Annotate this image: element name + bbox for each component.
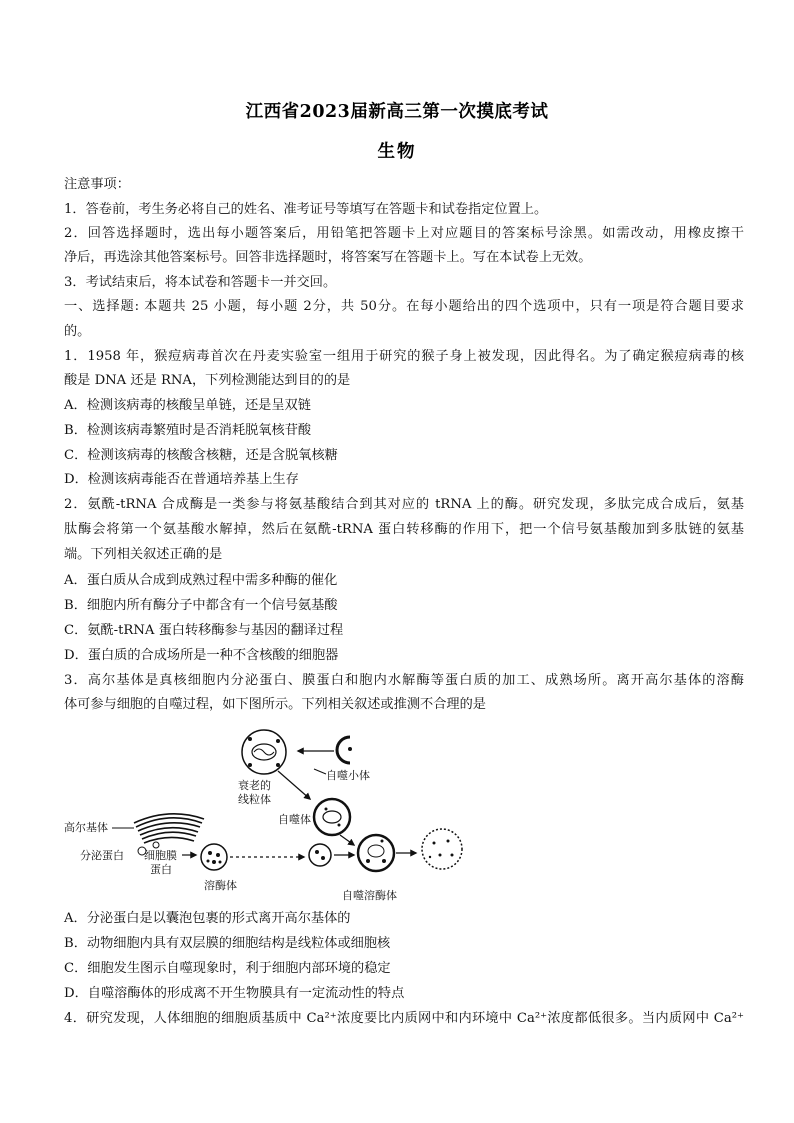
q3-option-c: C．细胞发生图示自噬现象时，利于细胞内部环境的稳定 xyxy=(64,961,391,976)
label-autolysosome: 自噬溶酶体 xyxy=(342,889,397,902)
q4-stem-line-1: 4．研究发现，人体细胞的细胞质基质中 Ca²⁺浓度要比内质网中和内环境中 Ca²⁺浓度都低很多。当内质网中 Ca²⁺ xyxy=(64,1011,744,1026)
notice-item-2-line-1: 2．回答选择题时，选出每小题答案后，用铅笔把答题卡上对应题目的答案标号涂黑。如需改动，用橡皮擦干 xyxy=(64,226,744,241)
q2-stem-line-3: 端。下列相关叙述正确的是 xyxy=(64,547,223,562)
degraded-vesicle-shape xyxy=(422,829,462,869)
q3-option-a: A．分泌蛋白是以囊泡包裹的形式离开高尔基体的 xyxy=(64,911,351,926)
section-intro-line-2: 的。 xyxy=(64,324,91,339)
notice-item-3: 3．考试结束后，将本试卷和答题卡一并交回。 xyxy=(64,275,337,290)
label-golgi: 高尔基体 xyxy=(64,821,108,834)
q2-stem-line-2: 肽酶会将第一个氨基酸水解掉，然后在氨酰-tRNA 蛋白转移酶的作用下，把一个信号氨基酸加到多肽链的氨基 xyxy=(64,522,744,537)
label-autophagosome-small: 自噬小体 xyxy=(326,769,370,782)
label-old-mito-2: 线粒体 xyxy=(238,793,271,806)
notice-heading: 注意事项： xyxy=(64,177,130,192)
notice-item-2-line-2: 净后，再选涂其他答案标号。回答非选择题时，将答案写在答题卡上。写在本试卷上无效。 xyxy=(64,250,592,265)
q1-option-a: A．检测该病毒的核酸呈单链，还是呈双链 xyxy=(64,398,311,413)
autophagosome-shape xyxy=(314,799,350,835)
old-mitochondrion-shape xyxy=(242,730,286,774)
lysosome-fusing-shape xyxy=(309,844,331,866)
q2-option-a: A．蛋白质从合成到成熟过程中需多种酶的催化 xyxy=(64,573,338,588)
label-old-mito-1: 衰老的 xyxy=(238,779,271,792)
lysosome-shape xyxy=(201,844,227,870)
label-autophagosome: 自噬体 xyxy=(278,813,311,826)
q1-option-d: D．检测该病毒能否在普通培养基上生存 xyxy=(64,472,299,487)
q1-stem-line-1: 1．1958 年，猴痘病毒首次在丹麦实验室一组用于研究的猴子身上被发现，因此得名。为了确定猴痘病毒的核 xyxy=(64,349,744,364)
q3-stem-line-1: 3．高尔基体是真核细胞内分泌蛋白、膜蛋白和胞内水解酶等蛋白质的加工、成熟场所。离开高尔基体的溶酶 xyxy=(64,673,744,688)
label-secretory-protein: 分泌蛋白 xyxy=(80,849,124,862)
autolysosome-shape xyxy=(358,835,394,871)
q3-stem-line-2: 体可参与细胞的自噬过程，如下图所示。下列相关叙述或推测不合理的是 xyxy=(64,697,486,712)
golgi-apparatus-shape xyxy=(134,814,204,843)
q3-option-b: B．动物细胞内具有双层膜的细胞结构是线粒体或细胞核 xyxy=(64,936,391,951)
q2-option-c: C．氨酰-tRNA 蛋白转移酶参与基因的翻译过程 xyxy=(64,623,344,638)
arrow-autophagosome-down xyxy=(340,835,354,845)
notice-item-1: 1．答卷前，考生务必将自己的姓名、准考证号等填写在答题卡和试卷指定位置上。 xyxy=(64,202,548,217)
section-intro-line-1: 一、选择题: 本题共 25 小题，每小题 2分，共 50分。在每小题给出的四个选项中，只有一项是符合题目要求 xyxy=(64,299,744,314)
q1-option-b: B．检测该病毒繁殖时是否消耗脱氧核苷酸 xyxy=(64,423,312,438)
autophagy-diagram xyxy=(64,727,484,907)
q2-option-d: D．蛋白质的合成场所是一种不含核酸的细胞器 xyxy=(64,648,339,663)
exam-title: 江西省2023届新高三第一次摸底考试 xyxy=(245,102,549,122)
q1-stem-line-2: 酸是 DNA 还是 RNA，下列检测能达到目的的是 xyxy=(64,373,351,388)
q2-stem-line-1: 2．氨酰-tRNA 合成酶是一类参与将氨基酸结合到其对应的 tRNA 上的酶。研究发现，多肽完成合成后，氨基 xyxy=(64,497,744,512)
arrow-mito-to-autophagosome xyxy=(278,771,310,799)
label-lysosome: 溶酶体 xyxy=(204,879,237,892)
label-membrane-protein-1: 细胞膜 xyxy=(144,849,177,862)
q2-option-b: B．细胞内所有酶分子中都含有一个信号氨基酸 xyxy=(64,598,338,613)
q3-option-d: D．自噬溶酶体的形成离不开生物膜具有一定流动性的特点 xyxy=(64,986,405,1001)
phagophore-shape xyxy=(337,737,352,763)
subject-title: 生物 xyxy=(377,142,417,162)
label-membrane-protein-2: 蛋白 xyxy=(150,863,172,876)
pointer-phagophore xyxy=(314,769,326,774)
q1-option-c: C．检测该病毒的核酸含核糖，还是含脱氧核糖 xyxy=(64,448,338,463)
membrane-vesicle xyxy=(153,842,159,848)
